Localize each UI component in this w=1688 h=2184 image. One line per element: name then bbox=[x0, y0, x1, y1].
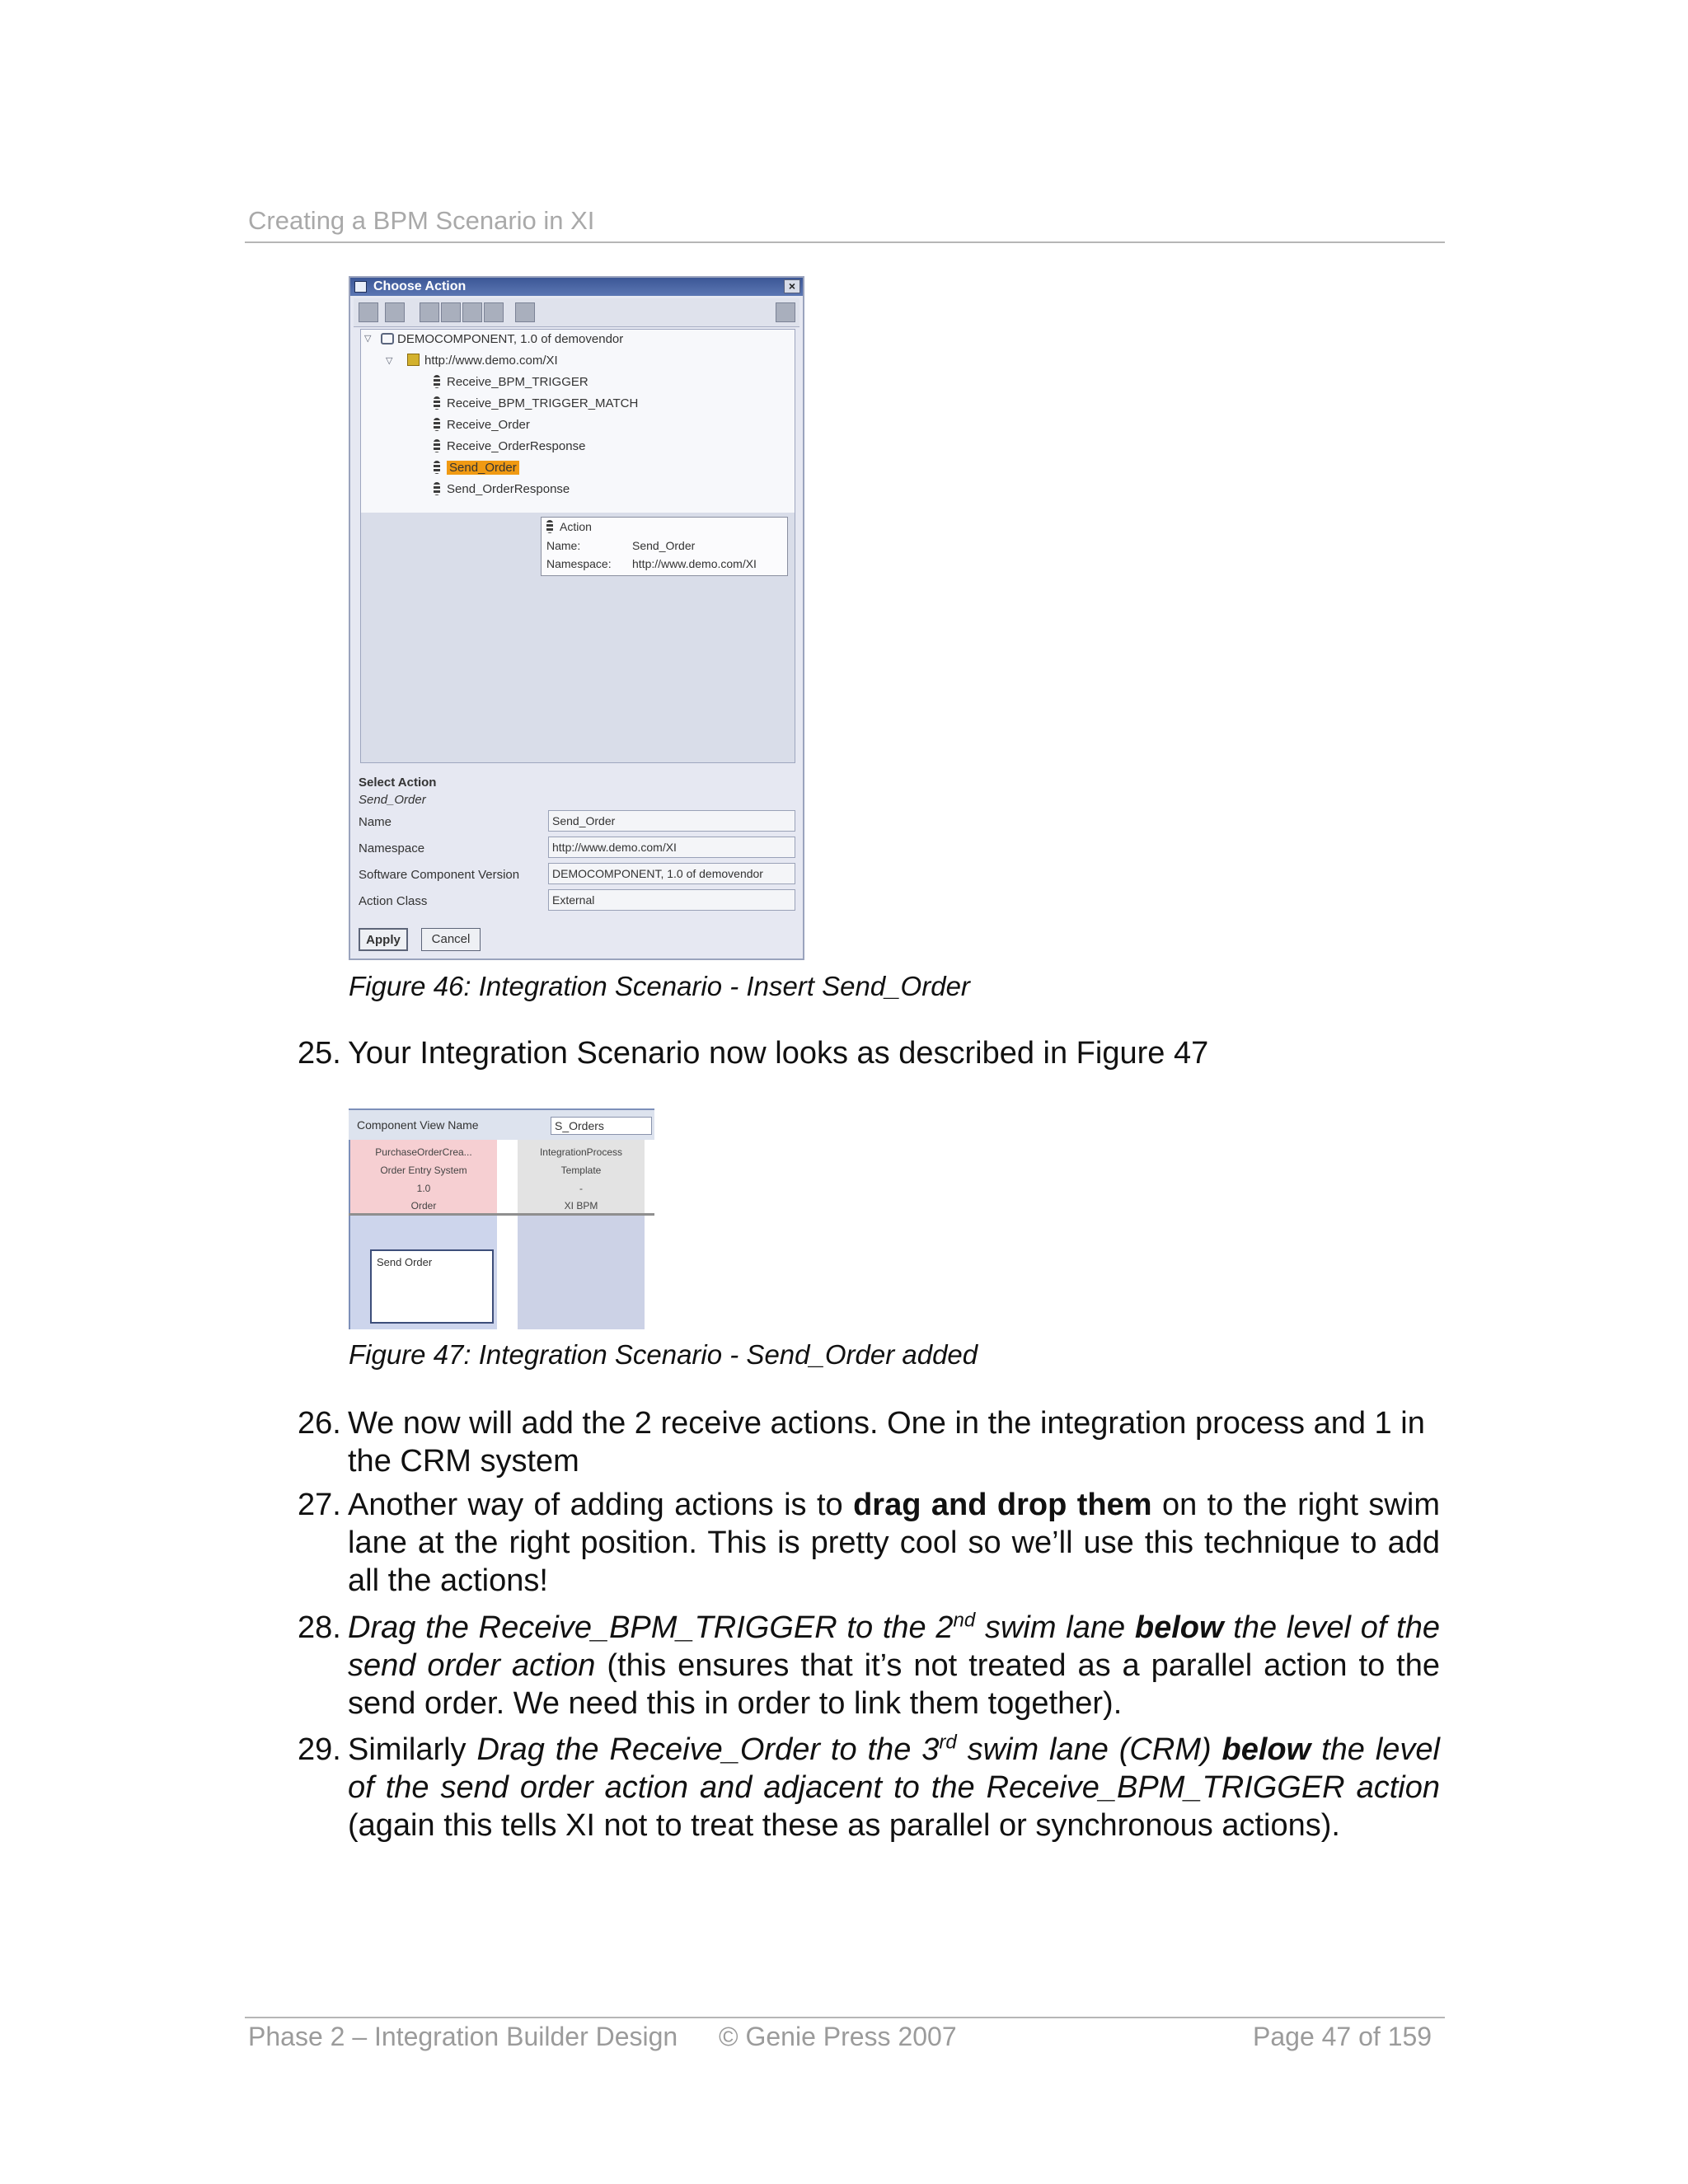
tree-node-action[interactable]: Send_OrderResponse bbox=[434, 481, 570, 498]
action-icon bbox=[434, 439, 440, 452]
footer-rule bbox=[245, 2017, 1445, 2018]
footer-page-number: Page 47 of 159 bbox=[1253, 2022, 1432, 2051]
footer-copyright: © Genie Press 2007 bbox=[719, 2022, 957, 2051]
list-text: Your Integration Scenario now looks as described in Figure 47 bbox=[348, 1036, 1209, 1071]
swim-lane-integration-process[interactable] bbox=[518, 1140, 645, 1329]
toolbar-tree2-icon[interactable] bbox=[441, 302, 461, 322]
toolbar-back-icon[interactable] bbox=[359, 302, 378, 322]
toolbar-filter-icon[interactable] bbox=[515, 302, 535, 322]
tree-node-action[interactable]: Receive_BPM_TRIGGER_MATCH bbox=[434, 396, 638, 412]
toolbar-menu-icon[interactable] bbox=[776, 302, 795, 322]
software-component-version-field[interactable]: DEMOCOMPONENT, 1.0 of demovendor bbox=[548, 863, 795, 884]
namespace-icon bbox=[407, 354, 420, 366]
component-icon bbox=[381, 333, 394, 344]
list-text: Another way of adding actions is to drag and drop them on to the right swim lane at the right position. This is pretty cool so we’ll use this technique to add all the actions! bbox=[348, 1488, 1440, 1598]
tooltip-title: Action bbox=[560, 520, 592, 533]
dialog-title: Choose Action bbox=[373, 279, 467, 293]
action-icon bbox=[434, 482, 440, 495]
dialog-title-bar bbox=[350, 278, 803, 296]
component-view-label: Component View Name bbox=[357, 1118, 479, 1132]
tree-node-action[interactable]: Receive_Order bbox=[434, 417, 530, 434]
list-number: 25. bbox=[298, 1036, 341, 1071]
toolbar-tree-icon[interactable] bbox=[420, 302, 439, 322]
field-label: Namespace bbox=[359, 841, 425, 855]
list-text: Similarly Drag the Receive_Order to the 3rd swim lane (CRM) below the level of the send order action and adjacent to the Receive_BPM_TRIGGER action (again this tells XI not to treat these as parallel or synchronous actions). bbox=[348, 1731, 1440, 1843]
close-button[interactable]: × bbox=[784, 279, 800, 293]
tree-node-action-selected[interactable]: Send_Order bbox=[434, 460, 519, 476]
component-view-input[interactable]: S_Orders bbox=[551, 1117, 652, 1135]
action-icon bbox=[434, 375, 440, 388]
lane-divider bbox=[349, 1213, 654, 1216]
integration-scenario-figure bbox=[349, 1108, 654, 1329]
action-icon bbox=[434, 418, 440, 431]
apply-button[interactable]: Apply bbox=[359, 928, 408, 951]
figure-46-caption: Figure 46: Integration Scenario - Insert Send_Order bbox=[349, 971, 970, 1001]
field-label: Name bbox=[359, 815, 392, 829]
tooltip-namespace-label: Namespace: bbox=[546, 557, 612, 570]
figure-47-caption: Figure 47: Integration Scenario - Send_Order added bbox=[349, 1339, 978, 1370]
list-text: We now will add the 2 receive actions. One in the integration process and 1 in the CRM system bbox=[348, 1406, 1425, 1479]
tooltip-namespace-value: http://www.demo.com/XI bbox=[632, 557, 757, 570]
list-number: 26. bbox=[298, 1406, 341, 1441]
namespace-field[interactable]: http://www.demo.com/XI bbox=[548, 837, 795, 858]
list-number: 29. bbox=[298, 1732, 341, 1767]
expand-triangle-icon[interactable]: ▽ bbox=[364, 334, 372, 344]
list-text: Drag the Receive_BPM_TRIGGER to the 2nd swim lane below the level of the send order action (this ensures that it’s not treated as a parallel action to the send order. We need this in order to link them together). bbox=[348, 1609, 1440, 1721]
action-tree[interactable] bbox=[360, 329, 795, 763]
running-header: Creating a BPM Scenario in XI bbox=[248, 206, 595, 235]
toolbar-save-icon[interactable] bbox=[385, 302, 405, 322]
send-order-action-box[interactable]: Send Order bbox=[370, 1249, 494, 1324]
action-icon bbox=[546, 520, 553, 533]
name-field[interactable]: Send_Order bbox=[548, 810, 795, 832]
action-tooltip bbox=[541, 517, 788, 576]
select-action-heading: Select Action bbox=[359, 776, 437, 790]
dialog-toolbar bbox=[354, 298, 799, 327]
action-class-field[interactable]: External bbox=[548, 889, 795, 911]
component-view-row bbox=[349, 1108, 654, 1140]
swim-lane-header: PurchaseOrderCrea... Order Entry System 1.0 Order bbox=[350, 1140, 497, 1214]
tooltip-name-label: Name: bbox=[546, 539, 581, 552]
tree-node-component[interactable]: DEMOCOMPONENT, 1.0 of demovendor bbox=[381, 331, 623, 348]
cancel-button[interactable]: Cancel bbox=[421, 928, 481, 951]
swim-lane-header: IntegrationProcess Template - XI BPM bbox=[518, 1140, 645, 1214]
list-number: 27. bbox=[298, 1488, 341, 1522]
choose-action-dialog bbox=[349, 276, 804, 960]
action-icon bbox=[434, 396, 440, 410]
toolbar-collapse-icon[interactable] bbox=[484, 302, 504, 322]
header-rule bbox=[245, 241, 1445, 243]
toolbar-expand-icon[interactable] bbox=[462, 302, 482, 322]
list-number: 28. bbox=[298, 1610, 341, 1645]
select-action-subheading: Send_Order bbox=[359, 793, 426, 807]
tree-node-namespace[interactable]: http://www.demo.com/XI bbox=[407, 353, 558, 369]
expand-triangle-icon[interactable]: ▽ bbox=[386, 356, 393, 366]
footer-section: Phase 2 – Integration Builder Design bbox=[248, 2022, 678, 2051]
action-icon bbox=[434, 461, 440, 474]
field-label: Software Component Version bbox=[359, 868, 520, 882]
window-icon bbox=[354, 281, 367, 293]
tree-node-action[interactable]: Receive_BPM_TRIGGER bbox=[434, 374, 588, 391]
tooltip-name-value: Send_Order bbox=[632, 539, 696, 552]
field-label: Action Class bbox=[359, 894, 428, 908]
tree-node-action[interactable]: Receive_OrderResponse bbox=[434, 438, 585, 455]
